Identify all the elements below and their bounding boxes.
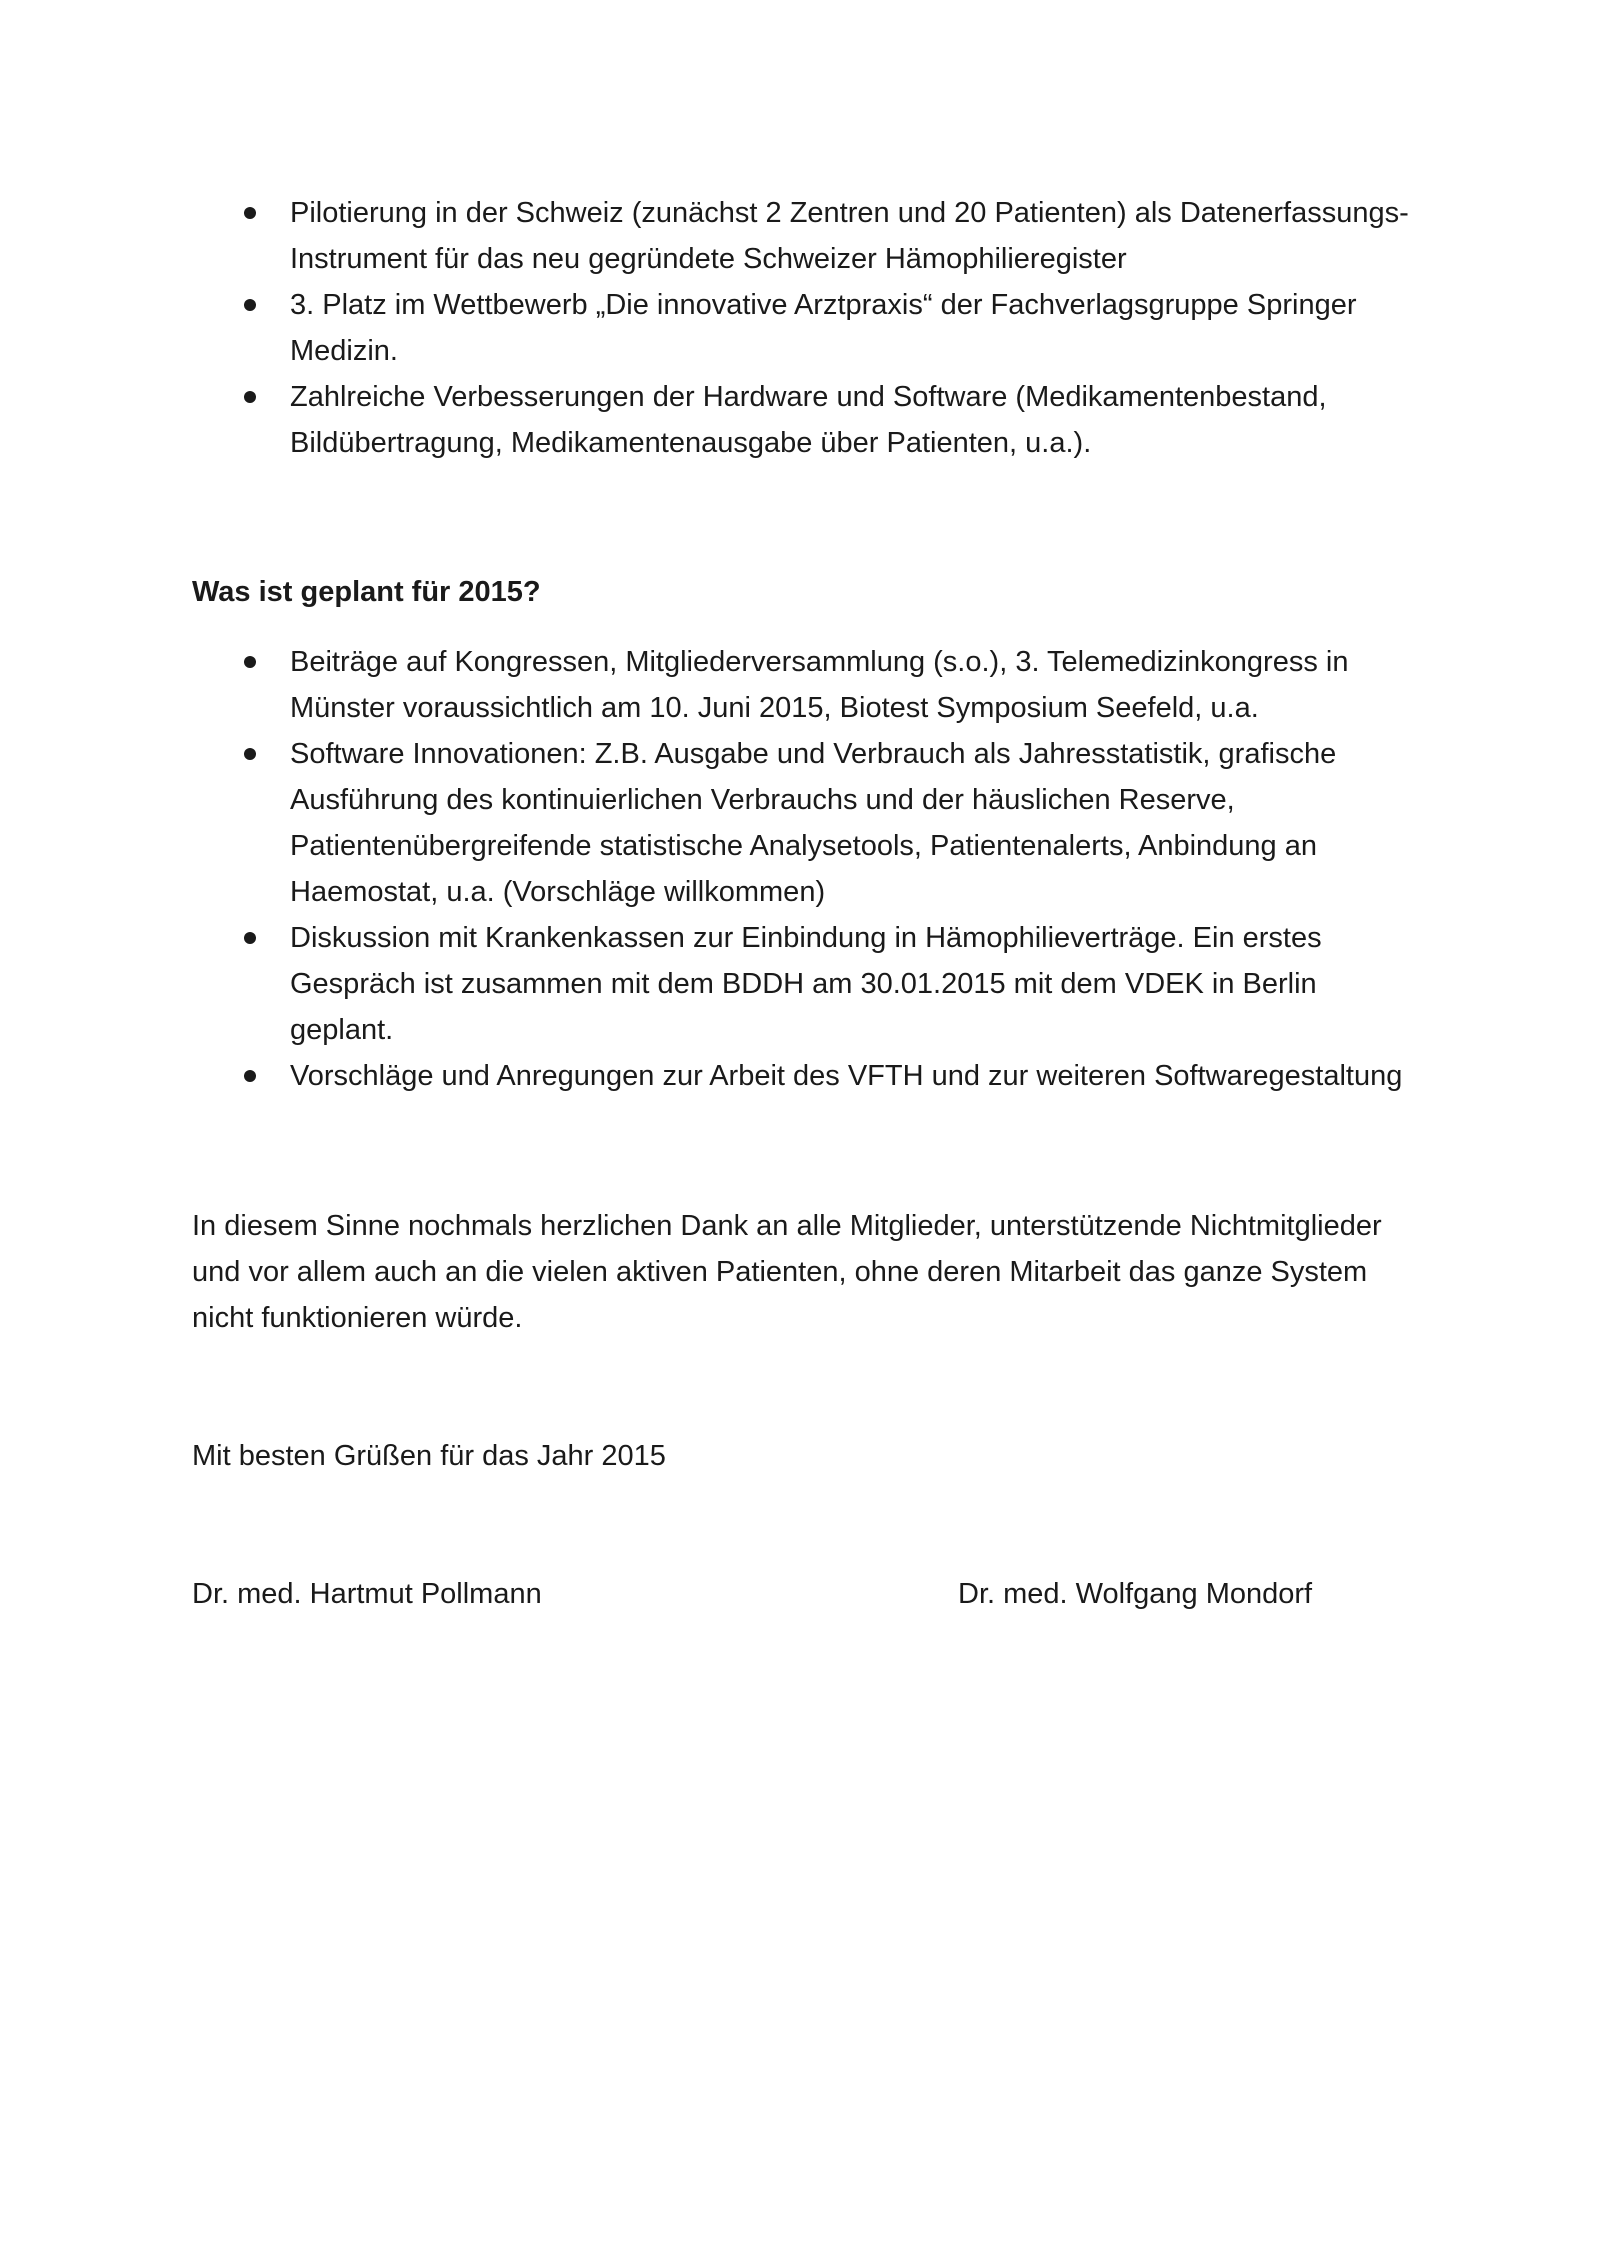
signature-left: Dr. med. Hartmut Pollmann (192, 1578, 542, 1610)
list-item (192, 639, 1422, 731)
list-item-text: Software Innovationen: Z.B. Ausgabe und Verbrauch als Jahresstatistik, grafische Ausführung des kontinuierlichen Verbrauchs und der häuslichen Reserve, Patientenübergreifende statistische Analysetools, Patientenalerts, Anbindung an Haemostat, u.a. (Vorschläge willkommen) (290, 738, 1337, 908)
achievements-list (192, 190, 1422, 466)
bullet-icon (244, 391, 256, 403)
greeting: Mit besten Grüßen für das Jahr 2015 (192, 1440, 666, 1472)
letter-body (192, 190, 1422, 1617)
list-item (192, 731, 1422, 915)
list-item-text: Vorschläge und Anregungen zur Arbeit des VFTH und zur weiteren Softwaregestaltung (290, 1060, 1403, 1092)
list-item-text: Beiträge auf Kongressen, Mitgliederversammlung (s.o.), 3. Telemedizinkongress in Münster voraussichtlich am 10. Juni 2015, Biotest Symposium Seefeld, u.a. (290, 646, 1349, 724)
bullet-icon (244, 1070, 256, 1082)
bullet-icon (244, 207, 256, 219)
list-item (192, 1053, 1422, 1099)
list-item (192, 190, 1422, 282)
bullet-icon (244, 656, 256, 668)
list-item (192, 282, 1422, 374)
plans-list (192, 639, 1422, 1099)
signature-block (192, 1571, 1422, 1617)
list-item (192, 374, 1422, 466)
bullet-icon (244, 748, 256, 760)
list-item-text: Diskussion mit Krankenkassen zur Einbindung in Hämophilieverträge. Ein erstes Gespräch ist zusammen mit dem BDDH am 30.01.2015 mit dem VDEK in Berlin geplant. (290, 922, 1322, 1046)
list-item-text: 3. Platz im Wettbewerb „Die innovative Arztpraxis“ der Fachverlagsgruppe Springer Medizin. (290, 289, 1357, 367)
list-item (192, 915, 1422, 1053)
signature-right: Dr. med. Wolfgang Mondorf (958, 1578, 1313, 1610)
bullet-icon (244, 932, 256, 944)
closing-paragraph: In diesem Sinne nochmals herzlichen Dank an alle Mitglieder, unterstützende Nichtmitglieder und vor allem auch an die vielen aktiven Patienten, ohne deren Mitarbeit das ganze System nicht funktionieren würde. (192, 1210, 1382, 1334)
bullet-icon (244, 299, 256, 311)
list-item-text: Zahlreiche Verbesserungen der Hardware und Software (Medikamentenbestand, Bildübertragung, Medikamentenausgabe über Patienten, u.a.). (290, 381, 1327, 459)
list-item-text: Pilotierung in der Schweiz (zunächst 2 Zentren und 20 Patienten) als Datenerfassungs- Instrument für das neu gegründete Schweizer Hämophilieregister (290, 197, 1409, 275)
section-heading: Was ist geplant für 2015? (192, 576, 541, 608)
